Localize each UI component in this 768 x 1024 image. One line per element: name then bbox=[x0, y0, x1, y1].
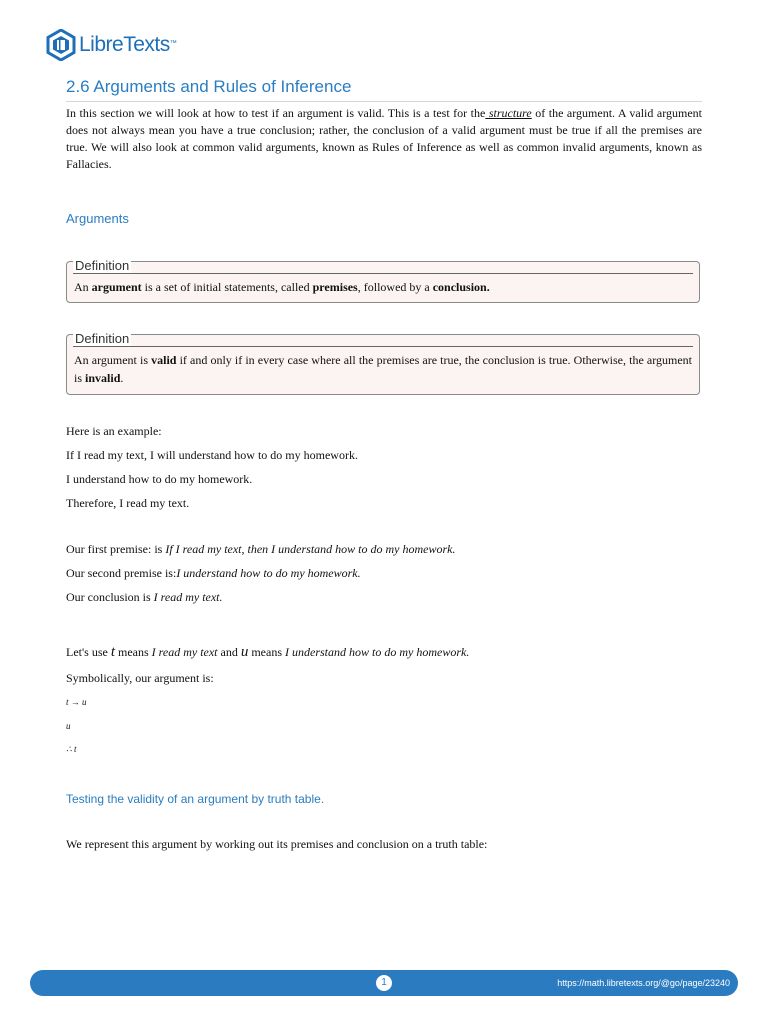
logo-trademark: ™ bbox=[169, 39, 177, 47]
example-line: Therefore, I read my text. bbox=[66, 496, 190, 510]
page-number: 1 bbox=[376, 975, 392, 991]
symbolic-line: ∴ t bbox=[66, 744, 77, 754]
symbolic-line: u bbox=[66, 721, 71, 731]
libretexts-hexagon-icon bbox=[46, 29, 76, 61]
example-intro: Here is an example: bbox=[66, 424, 162, 438]
definition-text: An argument is a set of initial statements, called premises, followed by a conclusion. bbox=[74, 280, 490, 294]
intro-paragraph: In this section we will look at how to test if an argument is valid. This is a test for the structure of the argument. A valid argument does not always mean you have a true conclusion; rather, the conclusion of a valid argument must be true if all the premises are true. We will also look at common valid arguments, known as Rules of Inference as well as common invalid arguments, known as Fallacies. bbox=[66, 106, 702, 171]
definition-label: Definition bbox=[75, 331, 130, 346]
example-line: If I read my text, I will understand how to do my homework. bbox=[66, 448, 358, 462]
definition-text: An argument is valid if and only if in every case where all the premises are true, the conclusion is true. Otherwise, the argument is invalid. bbox=[74, 353, 692, 385]
title-divider bbox=[66, 101, 702, 102]
definition-box-valid bbox=[66, 331, 700, 395]
arguments-heading: Arguments bbox=[66, 211, 129, 226]
structure-emphasis: structure bbox=[485, 106, 532, 120]
libretexts-logo[interactable] bbox=[46, 28, 177, 62]
symbolic-intro: Symbolically, our argument is: bbox=[66, 671, 214, 685]
definition-label: Definition bbox=[75, 258, 130, 273]
page-footer bbox=[30, 970, 738, 996]
definition-rule bbox=[73, 346, 693, 347]
first-premise: Our first premise: is If I read my text, then I understand how to do my homework. bbox=[66, 542, 456, 556]
page-url-link[interactable]: https://math.libretexts.org/@go/page/23240 bbox=[557, 978, 730, 988]
symbol-definition: Let's use t means I read my text and u means I understand how to do my homework. bbox=[66, 644, 470, 660]
truth-table-intro: We represent this argument by working out its premises and conclusion on a truth table: bbox=[66, 837, 488, 851]
example-line: I understand how to do my homework. bbox=[66, 472, 253, 486]
testing-heading: Testing the validity of an argument by truth table. bbox=[66, 792, 325, 806]
definition-rule bbox=[73, 273, 693, 274]
second-premise: Our second premise is:I understand how to do my homework. bbox=[66, 566, 361, 580]
symbolic-line: t → u bbox=[66, 697, 87, 707]
page-title: 2.6 Arguments and Rules of Inference bbox=[66, 77, 352, 96]
definition-box-argument bbox=[66, 258, 700, 303]
conclusion-line: Our conclusion is I read my text. bbox=[66, 590, 223, 604]
logo-text: LibreTexts bbox=[79, 33, 170, 56]
